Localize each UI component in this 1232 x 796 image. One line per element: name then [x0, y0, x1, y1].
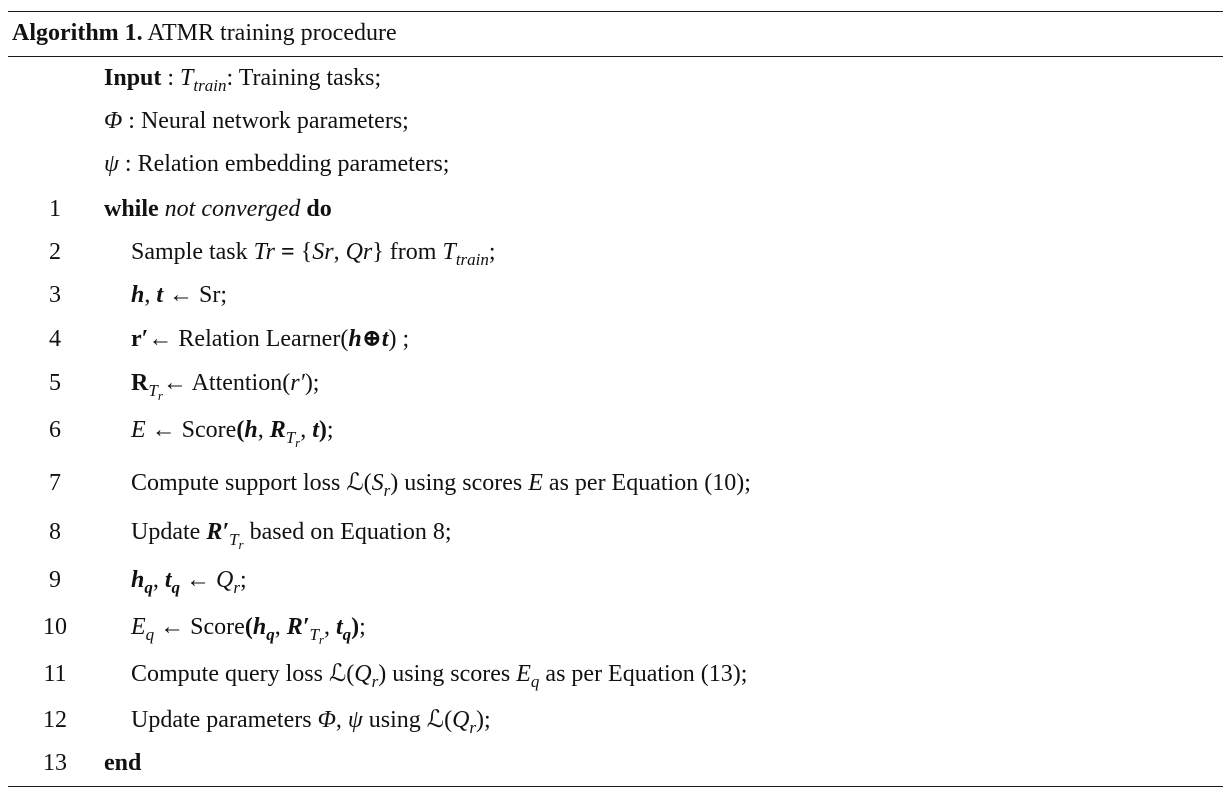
- algorithm-line-11: [0, 657, 1232, 691]
- line-code: Update parameters Φ, ψ using $ℒ(Q_r)$;: [131, 707, 491, 737]
- input-line-phi: Φ : Neural network parameters;: [104, 108, 409, 134]
- top-rule: [8, 11, 1223, 12]
- psi-description: : Relation embedding parameters;: [118, 151, 450, 177]
- algorithm-line-13: [0, 746, 1232, 780]
- line-code: r′← Relation Learner(h⊕t) ;: [131, 326, 410, 352]
- line-number: 12: [43, 707, 67, 733]
- line-code: h, t ← Sr;: [131, 282, 228, 308]
- algorithm-line-2: [0, 235, 1232, 269]
- line-number: 5: [49, 370, 61, 396]
- line-code: Compute support loss $ℒ(S_r)$ using scores E as per Equation (10);: [131, 470, 751, 500]
- line-code: end: [104, 750, 142, 776]
- algorithm-line-12: [0, 703, 1232, 737]
- algorithm-title: [12, 18, 397, 48]
- algorithm-line-6: [0, 413, 1232, 450]
- algorithm-line-5: [0, 366, 1232, 403]
- algorithm-line-9: [0, 563, 1232, 597]
- line-number: 2: [49, 239, 61, 265]
- line-code: E ← Score(h, $R_{T_r}$, t);: [131, 417, 334, 450]
- input-line-psi: ψ : Relation embedding parameters;: [104, 151, 450, 177]
- algorithm-line-7: [0, 466, 1232, 500]
- line-code: $E_q$ ← $Score(h_q$, $R'_{T_r}$, $t_q$);: [131, 614, 366, 647]
- line-code: while not converged do: [104, 196, 332, 222]
- line-number: 7: [49, 470, 61, 496]
- input-keyword: Input: [104, 65, 162, 91]
- line-number: 3: [49, 282, 61, 308]
- algorithm-line-1: [0, 192, 1232, 226]
- ttrain-description: : Training tasks;: [226, 65, 382, 91]
- header-rule: [8, 56, 1223, 57]
- line-number: 13: [43, 750, 67, 776]
- line-number: 1: [49, 196, 61, 222]
- bottom-rule: [8, 786, 1223, 787]
- line-number: 8: [49, 519, 61, 545]
- algorithm-line-4: [0, 322, 1232, 356]
- line-number: 6: [49, 417, 61, 443]
- line-number: 4: [49, 326, 61, 352]
- line-number: 9: [49, 567, 61, 593]
- line-number: 11: [43, 661, 67, 687]
- input-line-ttrain: Input : $T_{train}$: Training tasks;: [104, 65, 382, 95]
- algorithm-line-3: [0, 278, 1232, 312]
- algorithm-label: Algorithm 1.: [12, 20, 143, 46]
- algorithm-name: ATMR training procedure: [147, 20, 397, 46]
- algorithm-line-10: [0, 610, 1232, 647]
- phi-description: : Neural network parameters;: [122, 108, 409, 134]
- line-code: Sample task Tr = {Sr, Qr} from $T_{train}$;: [131, 239, 496, 269]
- line-code: Compute query loss $ℒ(Q_r)$ using scores $E_q$ as per Equation (13);: [131, 661, 748, 691]
- algorithm-line-8: [0, 515, 1232, 552]
- line-code: $R_{T_r}\leftarrow$ Attention(r′);: [131, 370, 320, 403]
- line-number: 10: [43, 614, 67, 640]
- line-code: Update $R'_{T_r}$ based on Equation 8;: [131, 519, 452, 552]
- line-code: $h_q$, $t_q$ ← $Q_r$;: [131, 567, 247, 597]
